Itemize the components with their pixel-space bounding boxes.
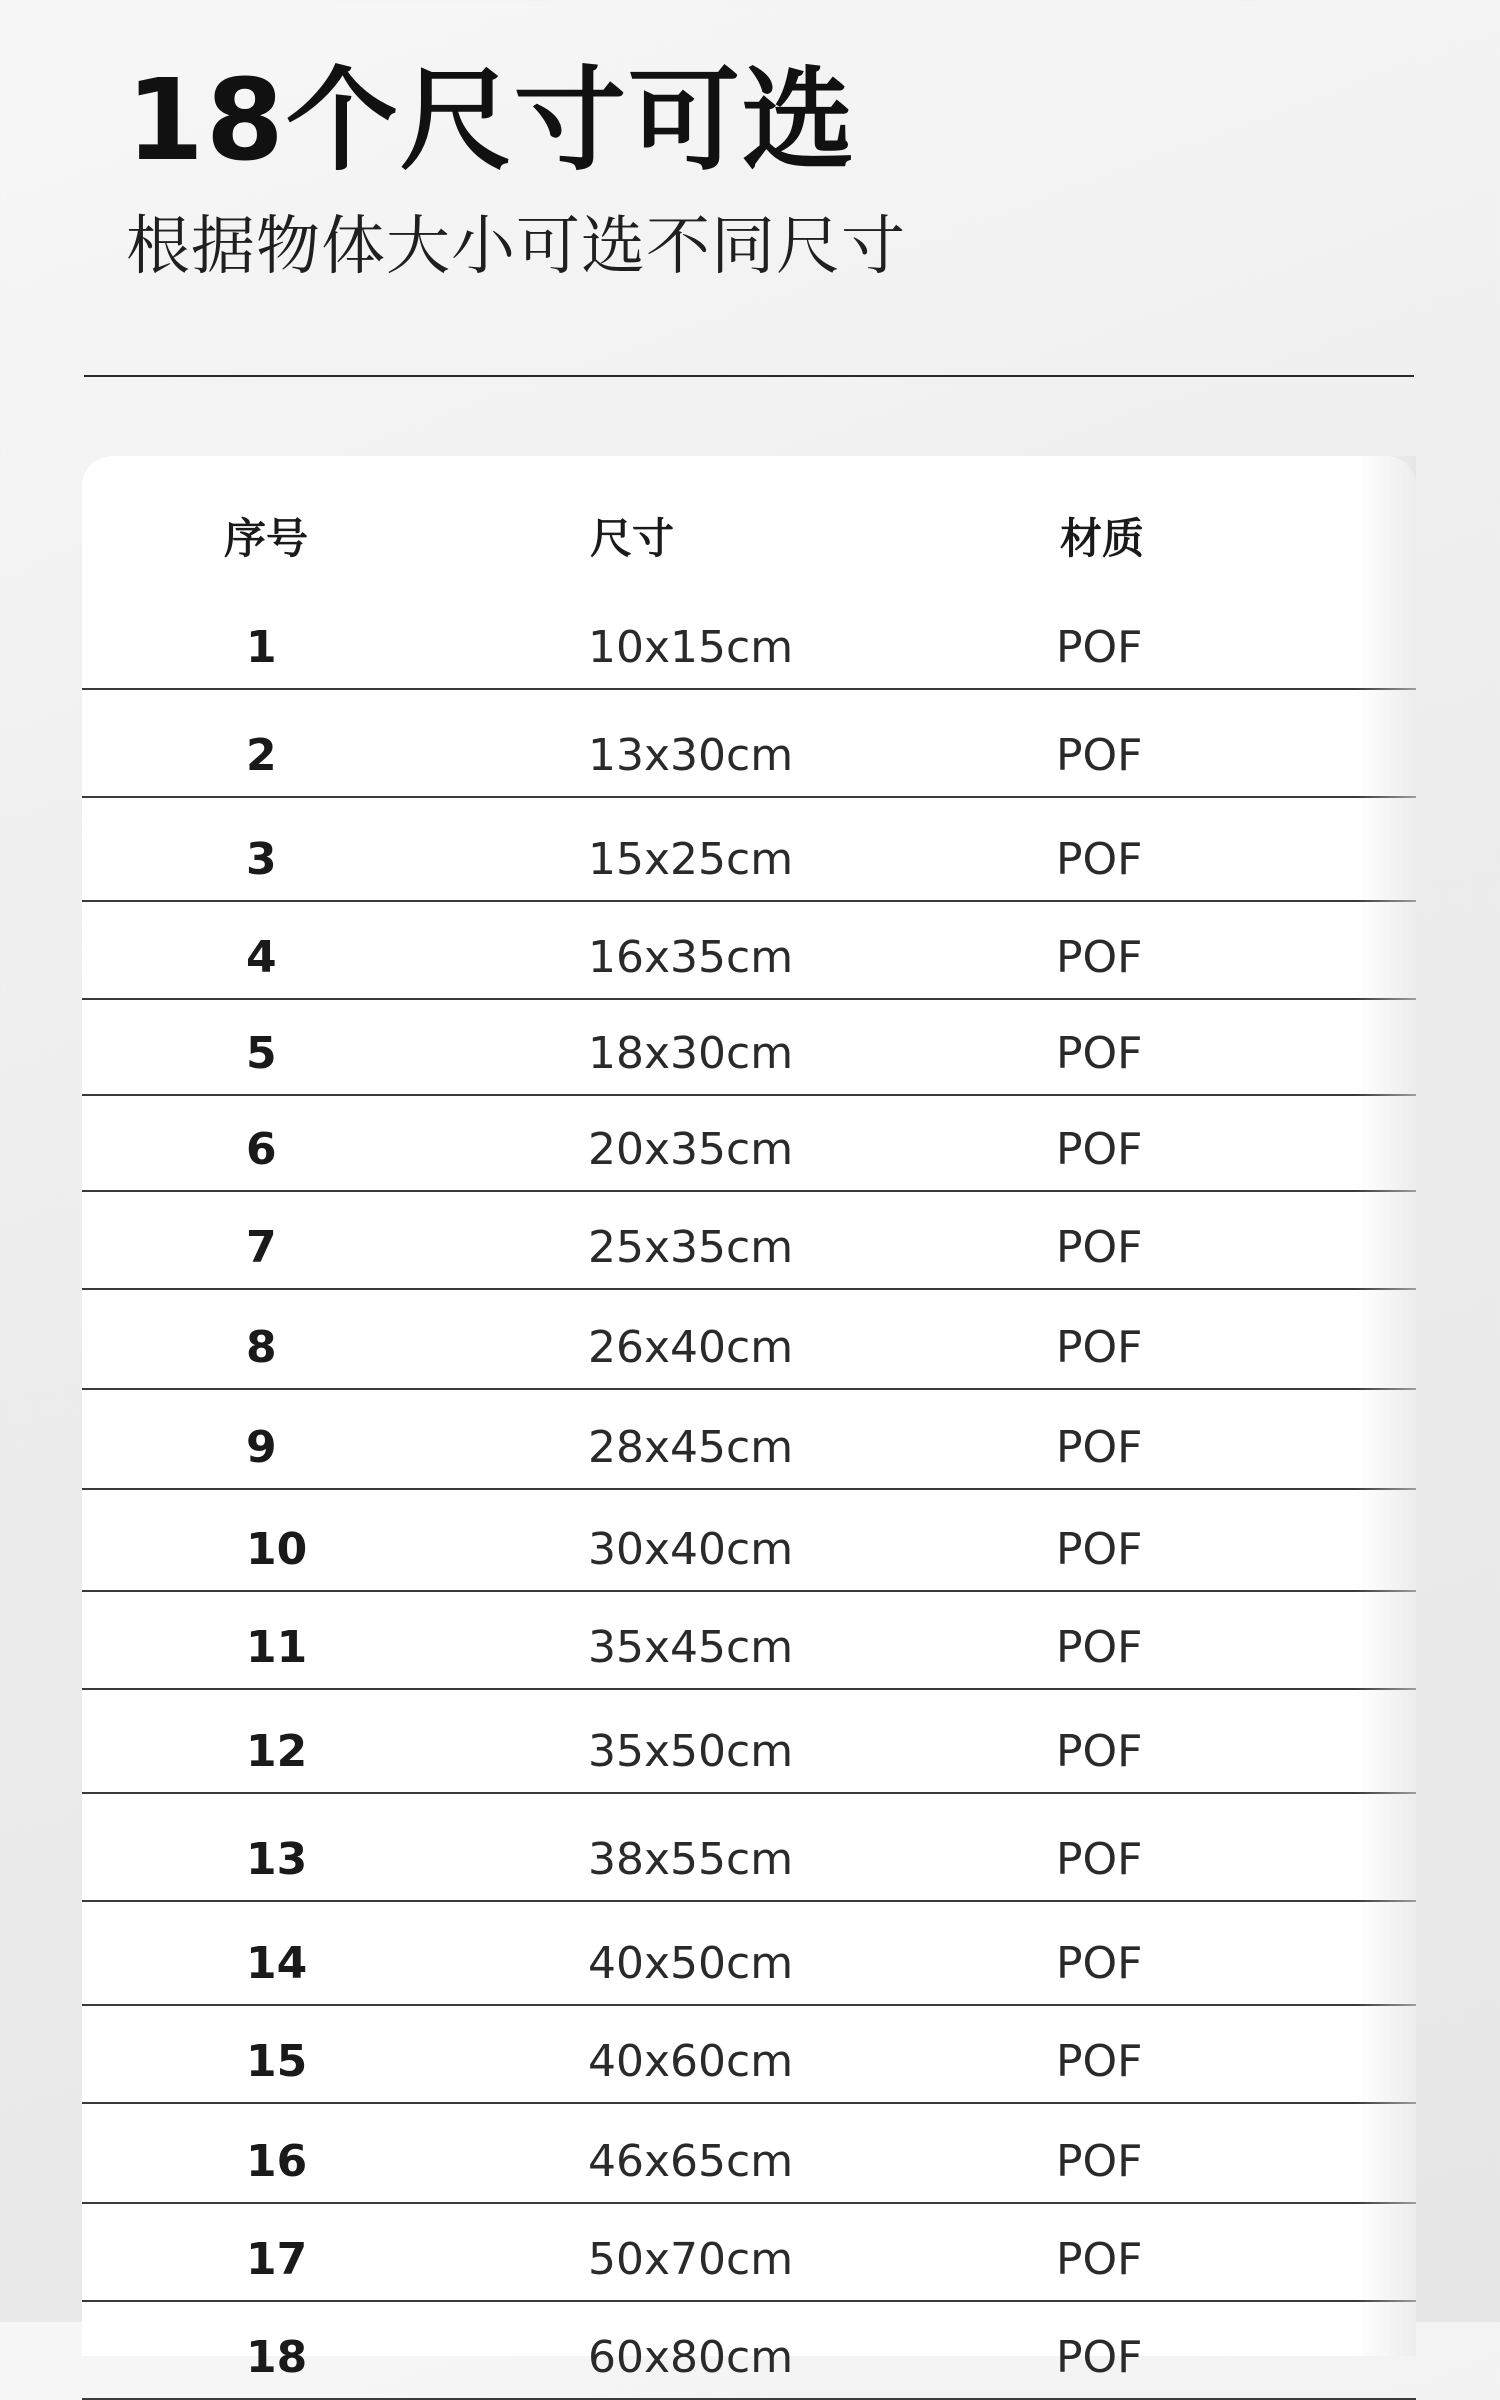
row-size: 28x45cm: [588, 1422, 794, 1473]
row-material: POF: [1056, 2234, 1143, 2285]
table-row: [82, 1688, 1416, 1794]
table-row: [82, 1792, 1416, 1902]
page-title: 18个尺寸可选: [126, 56, 856, 186]
row-size: 18x30cm: [588, 1028, 794, 1079]
row-material: POF: [1056, 1622, 1143, 1673]
table-row: [82, 688, 1416, 798]
table-row: [82, 1288, 1416, 1390]
table-row: [82, 2300, 1416, 2400]
table-body: [82, 456, 1416, 2383]
header-divider: [84, 375, 1414, 377]
row-size: 46x65cm: [588, 2136, 794, 2187]
table-row: [82, 1094, 1416, 1192]
row-number: 6: [246, 1124, 277, 1175]
row-material: POF: [1056, 1422, 1143, 1473]
row-material: POF: [1056, 1834, 1143, 1885]
column-header-size: 尺寸: [590, 514, 675, 563]
row-size: 60x80cm: [588, 2332, 794, 2383]
row-number: 5: [246, 1028, 277, 1079]
row-size: 38x55cm: [588, 1834, 794, 1885]
column-header-material: 材质: [1060, 514, 1145, 563]
table-row: [82, 1590, 1416, 1690]
table-row: [82, 900, 1416, 1000]
row-size: 26x40cm: [588, 1322, 794, 1373]
row-material: POF: [1056, 730, 1143, 781]
table-row: [82, 1190, 1416, 1290]
row-size: 50x70cm: [588, 2234, 794, 2285]
table-row: [82, 2202, 1416, 2302]
row-material: POF: [1056, 1938, 1143, 1989]
row-number: 9: [246, 1422, 277, 1473]
row-material: POF: [1056, 2332, 1143, 2383]
row-number: 7: [246, 1222, 277, 1273]
row-number: 14: [246, 1938, 308, 1989]
column-header-number: 序号: [224, 514, 309, 563]
row-number: 1: [246, 622, 277, 673]
row-size: 25x35cm: [588, 1222, 794, 1273]
row-number: 8: [246, 1322, 277, 1373]
row-material: POF: [1056, 1028, 1143, 1079]
table-row: [82, 796, 1416, 902]
row-material: POF: [1056, 1524, 1143, 1575]
row-number: 12: [246, 1726, 308, 1777]
row-material: POF: [1056, 834, 1143, 885]
row-material: POF: [1056, 1124, 1143, 1175]
row-material: POF: [1056, 1322, 1143, 1373]
table-row: [82, 1488, 1416, 1592]
row-number: 10: [246, 1524, 308, 1575]
row-size: 20x35cm: [588, 1124, 794, 1175]
row-material: POF: [1056, 1726, 1143, 1777]
table-row: [82, 1900, 1416, 2006]
row-size: 35x45cm: [588, 1622, 794, 1673]
row-material: POF: [1056, 932, 1143, 983]
row-material: POF: [1056, 2036, 1143, 2087]
row-size: 35x50cm: [588, 1726, 794, 1777]
row-number: 3: [246, 834, 277, 885]
row-size: 16x35cm: [588, 932, 794, 983]
row-material: POF: [1056, 1222, 1143, 1273]
row-number: 15: [246, 2036, 308, 2087]
row-size: 40x50cm: [588, 1938, 794, 1989]
row-size: 13x30cm: [588, 730, 794, 781]
row-number: 2: [246, 730, 277, 781]
row-material: POF: [1056, 2136, 1143, 2187]
row-size: 15x25cm: [588, 834, 794, 885]
row-size: 10x15cm: [588, 622, 794, 673]
page-subtitle: 根据物体大小可选不同尺寸: [126, 210, 906, 284]
row-material: POF: [1056, 622, 1143, 673]
table-row: [82, 2102, 1416, 2204]
table-row: [82, 998, 1416, 1096]
table-row: [82, 2004, 1416, 2104]
row-size: 40x60cm: [588, 2036, 794, 2087]
row-number: 4: [246, 932, 277, 983]
row-number: 18: [246, 2332, 308, 2383]
size-table-card: [82, 456, 1416, 2383]
row-number: 16: [246, 2136, 308, 2187]
row-number: 11: [246, 1622, 308, 1673]
row-number: 13: [246, 1834, 308, 1885]
row-size: 30x40cm: [588, 1524, 794, 1575]
row-number: 17: [246, 2234, 308, 2285]
table-row: [82, 1388, 1416, 1490]
table-row: [82, 596, 1416, 690]
